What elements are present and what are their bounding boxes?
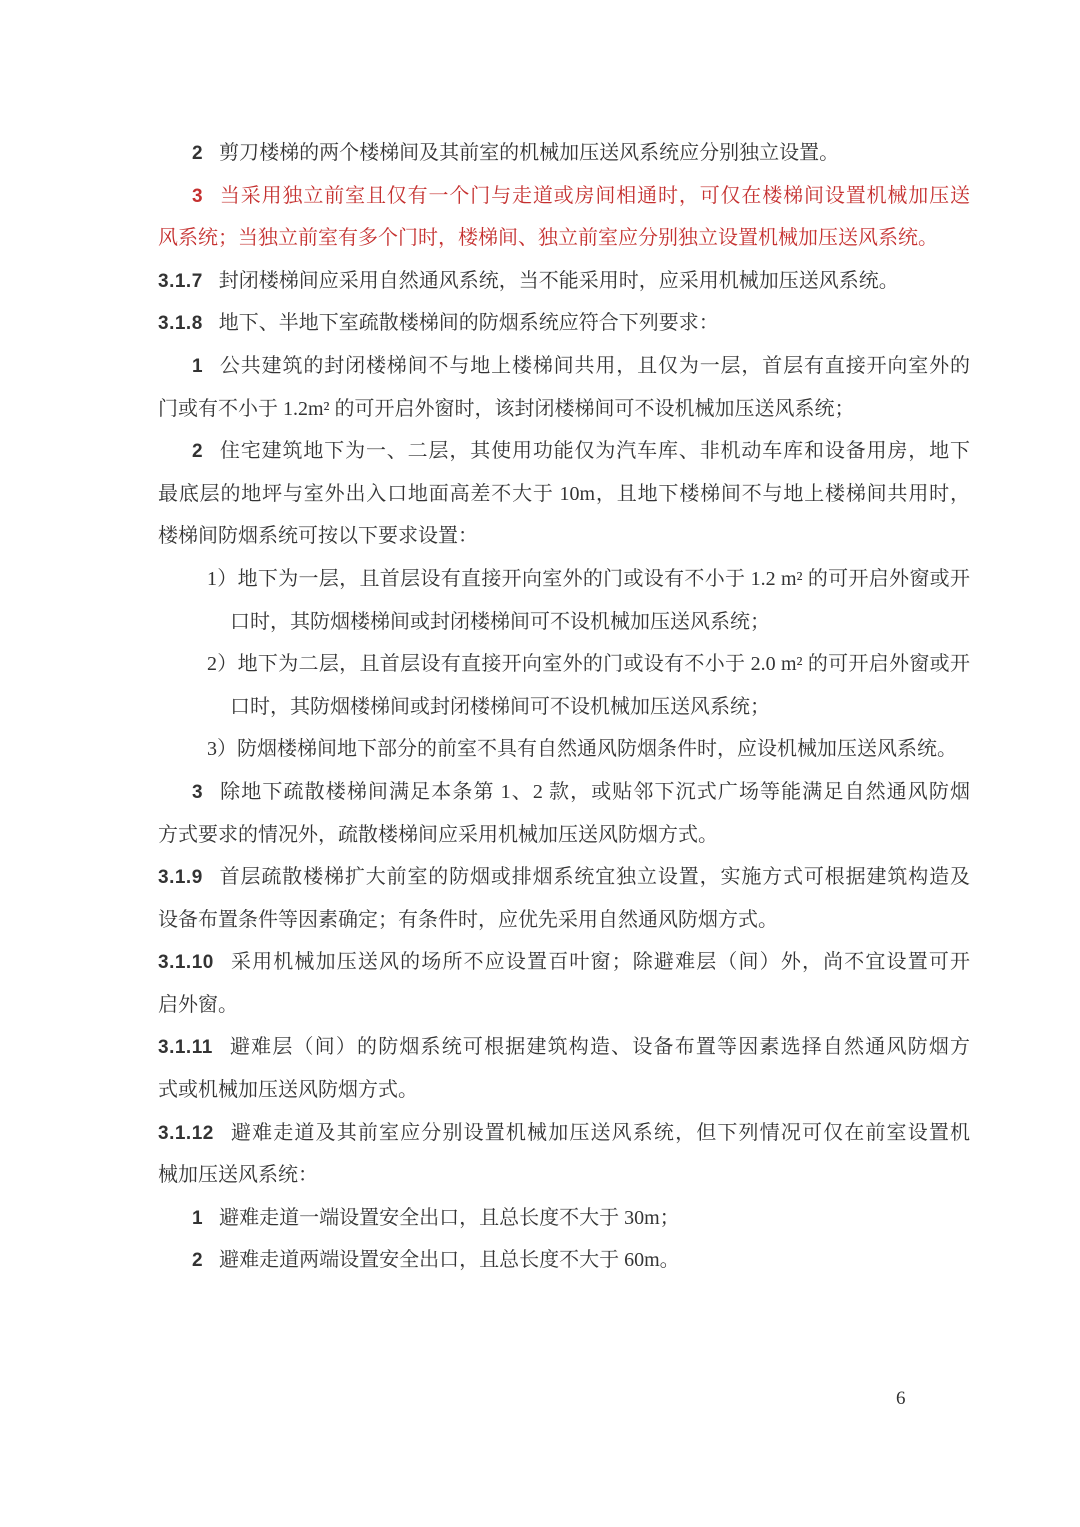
clause-number: 3.1.10 bbox=[158, 952, 214, 974]
clause-number: 3.1.7 bbox=[158, 270, 203, 292]
line-text: 口时，其防烟楼梯间或封闭楼梯间可不设机械加压送风系统； bbox=[230, 695, 770, 718]
line-text: 3）防烟楼梯间地下部分的前室不具有自然通风防烟条件时，应设机械加压送风系统。 bbox=[207, 738, 957, 761]
clause-number: 3.1.11 bbox=[158, 1037, 213, 1059]
line-text: 式或机械加压送风防烟方式。 bbox=[158, 1079, 418, 1102]
document-line bbox=[158, 345, 970, 388]
line-text: 封闭楼梯间应采用自然通风系统，当不能采用时，应采用机械加压送风系统。 bbox=[218, 269, 899, 292]
document-line bbox=[158, 1112, 970, 1155]
line-text: 械加压送风系统： bbox=[158, 1164, 318, 1187]
line-text: 避难走道一端设置安全出口，且总长度不大于 30m； bbox=[219, 1206, 680, 1229]
line-text: 地下、半地下室疏散楼梯间的防烟系统应符合下列要求： bbox=[218, 312, 719, 335]
clause-number: 3 bbox=[192, 781, 204, 803]
document-line bbox=[158, 941, 970, 984]
document-line bbox=[158, 984, 970, 1027]
line-text: 设备布置条件等因素确定；有条件时，应优先采用自然通风防烟方式。 bbox=[158, 908, 778, 931]
clause-number: 3.1.8 bbox=[158, 313, 203, 335]
document-line bbox=[158, 515, 970, 558]
line-text: 避难走道两端设置安全出口，且总长度不大于 60m。 bbox=[219, 1249, 680, 1272]
document-line bbox=[158, 814, 970, 857]
line-text: 除地下疏散楼梯间满足本条第 1、2 款，或贴邻下沉式广场等能满足自然通风防烟 bbox=[219, 780, 970, 803]
clause-number: 3.1.9 bbox=[158, 867, 203, 889]
document-line bbox=[158, 601, 970, 644]
clause-number: 2 bbox=[192, 441, 204, 463]
line-text: 方式要求的情况外，疏散楼梯间应采用机械加压送风防烟方式。 bbox=[158, 823, 718, 846]
document-line bbox=[158, 728, 970, 771]
clause-number: 1 bbox=[192, 355, 204, 377]
document-line bbox=[158, 217, 970, 260]
clause-number: 1 bbox=[192, 1207, 204, 1229]
document-line bbox=[158, 558, 970, 601]
line-text: 避难层（间）的防烟系统可根据建筑构造、设备布置等因素选择自然通风防烟方 bbox=[228, 1036, 970, 1059]
line-text: 2）地下为二层，且首层设有直接开向室外的门或设有不小于 2.0 m² 的可开启外窗或开 bbox=[207, 653, 970, 676]
document-line bbox=[158, 1069, 970, 1112]
page-number: 6 bbox=[896, 1388, 906, 1409]
document-body bbox=[158, 132, 970, 1282]
line-text: 避难走道及其前室应分别设置机械加压送风系统，但下列情况可仅在前室设置机 bbox=[229, 1121, 970, 1144]
document-line bbox=[158, 132, 970, 175]
document-line bbox=[158, 771, 970, 814]
line-text: 风系统；当独立前室有多个门时，楼梯间、独立前室应分别独立设置机械加压送风系统。 bbox=[158, 227, 938, 250]
document-line bbox=[158, 1197, 970, 1240]
document-line bbox=[158, 856, 970, 899]
line-text: 剪刀楼梯的两个楼梯间及其前室的机械加压送风系统应分别独立设置。 bbox=[219, 142, 840, 164]
line-text: 口时，其防烟楼梯间或封闭楼梯间可不设机械加压送风系统； bbox=[230, 610, 770, 633]
clause-number: 2 bbox=[192, 143, 204, 164]
document-line bbox=[158, 1026, 970, 1069]
clause-number: 3.1.12 bbox=[158, 1122, 214, 1144]
line-text: 采用机械加压送风的场所不应设置百叶窗；除避难层（间）外，尚不宜设置可开 bbox=[229, 951, 970, 974]
document-line bbox=[158, 473, 970, 516]
line-text: 首层疏散楼梯扩大前室的防烟或排烟系统宜独立设置，实施方式可根据建筑构造及 bbox=[218, 866, 970, 889]
line-text: 公共建筑的封闭楼梯间不与地上楼梯间共用，且仅为一层，首层有直接开向室外的 bbox=[219, 354, 970, 377]
document-line bbox=[158, 643, 970, 686]
document-line bbox=[158, 302, 970, 345]
document-line bbox=[158, 1239, 970, 1282]
document-line bbox=[158, 388, 970, 431]
line-text: 最底层的地坪与室外出入口地面高差不大于 10m，且地下楼梯间不与地上楼梯间共用时， bbox=[158, 482, 970, 505]
clause-number: 3 bbox=[192, 185, 204, 207]
document-line bbox=[158, 686, 970, 729]
document-line bbox=[158, 260, 970, 303]
document-line bbox=[158, 430, 970, 473]
line-text: 门或有不小于 1.2m² 的可开启外窗时，该封闭楼梯间可不设机械加压送风系统； bbox=[158, 397, 855, 420]
line-text: 启外窗。 bbox=[158, 993, 238, 1016]
clause-number: 2 bbox=[192, 1250, 204, 1272]
document-line bbox=[158, 175, 970, 218]
document-line bbox=[158, 899, 970, 942]
line-text: 1）地下为一层，且首层设有直接开向室外的门或设有不小于 1.2 m² 的可开启外窗或开 bbox=[207, 567, 970, 590]
line-text: 住宅建筑地下为一、二层，其使用功能仅为汽车库、非机动车库和设备用房，地下 bbox=[219, 440, 970, 463]
line-text: 楼梯间防烟系统可按以下要求设置： bbox=[158, 525, 478, 548]
line-text: 当采用独立前室且仅有一个门与走道或房间相通时，可仅在楼梯间设置机械加压送 bbox=[219, 184, 970, 207]
document-line bbox=[158, 1154, 970, 1197]
